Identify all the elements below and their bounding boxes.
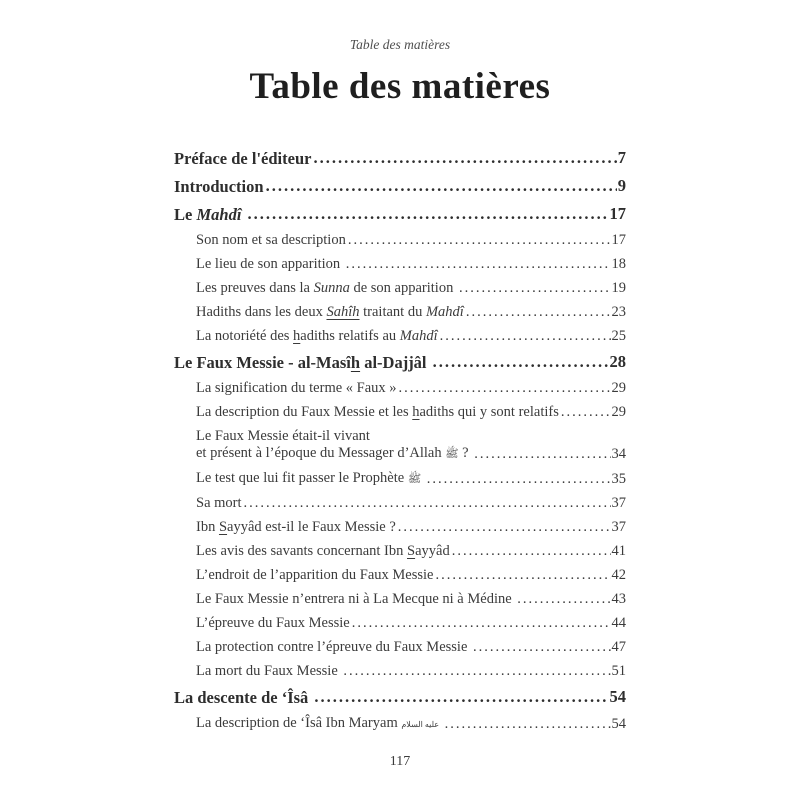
- toc-entry-text: Le test que lui fit passer le Prophète: [196, 470, 408, 486]
- toc-entry-label: [196, 495, 242, 512]
- dot-leader: [350, 615, 611, 632]
- toc-entry: [174, 256, 626, 273]
- toc-entry-page: 35: [611, 471, 626, 487]
- toc-entry-page: 17: [609, 204, 626, 223]
- toc-entry-label: [174, 149, 311, 168]
- toc-entry: [174, 715, 626, 733]
- dot-leader: [443, 716, 611, 733]
- toc-entry-text: adiths relatifs au: [300, 328, 400, 344]
- toc-entry: [174, 204, 626, 224]
- toc-entry: [174, 232, 626, 249]
- dot-leader: [559, 404, 611, 421]
- dot-leader: [311, 148, 616, 168]
- toc-entry-page: 25: [611, 328, 626, 344]
- toc-entry-label: [196, 470, 425, 488]
- dot-leader: [246, 204, 609, 224]
- toc-entry: [174, 543, 626, 560]
- dot-leader: [425, 471, 611, 488]
- dot-leader: [312, 687, 608, 707]
- toc-entry-text: traitant du: [359, 304, 426, 320]
- toc-entry-page: 47: [611, 639, 626, 655]
- toc-entry-label: [196, 232, 346, 249]
- toc-entry-text: adiths qui y sont relatifs: [419, 404, 559, 420]
- toc-entry-text: Ibn: [196, 519, 219, 535]
- toc-entry-text: La descente de ‘Îsâ: [174, 688, 313, 707]
- toc-entry-page: 28: [609, 352, 626, 371]
- toc-entry-text: Les avis des savants concernant Ibn: [196, 543, 407, 559]
- toc-entry-text: Les preuves dans la: [196, 280, 314, 296]
- toc-entry-text: ?: [458, 445, 473, 461]
- toc-entry-label: [196, 715, 443, 733]
- toc-entry-text: al-Dajjâl: [360, 353, 431, 372]
- running-head: Table des matières: [349, 37, 451, 52]
- dot-leader: [438, 328, 611, 345]
- toc-entry-label: [196, 663, 341, 680]
- toc-entry: [174, 304, 626, 321]
- honorific-alayhi-salam-icon: عليه السلام: [401, 720, 439, 729]
- dot-leader: [396, 519, 611, 536]
- toc-entry-label: [196, 591, 515, 608]
- toc-entry-text: L’endroit de l’apparition du Faux Messie: [196, 567, 434, 583]
- dot-leader: [344, 256, 611, 273]
- toc-entry-label: [174, 205, 246, 224]
- toc-entry-page: 43: [611, 591, 626, 607]
- toc-entry-text: La notoriété des: [196, 328, 294, 344]
- toc-entry-label: [196, 519, 396, 536]
- toc-list: [174, 148, 626, 733]
- toc-entry: [174, 380, 626, 397]
- toc-entry-page: 42: [611, 567, 626, 583]
- toc-entry: [174, 519, 626, 536]
- toc-entry-page: 17: [611, 232, 626, 248]
- toc-entry-text: ayyâd est-il le Faux Messie ?: [227, 519, 396, 535]
- page-number: 117: [389, 754, 411, 769]
- dot-leader: [433, 567, 610, 584]
- toc-entry-text: La protection contre l’épreuve du Faux Messie: [196, 639, 472, 655]
- dot-leader: [341, 663, 610, 680]
- honorific-saws-icon: ﷺ: [407, 473, 422, 485]
- toc-entry-text: La description du Faux Messie et les: [196, 404, 413, 420]
- toc-entry-text: Introduction: [174, 177, 264, 196]
- toc-entry-label: [196, 615, 350, 632]
- toc-entry: [174, 470, 626, 488]
- toc-entry-label: [196, 639, 471, 656]
- dot-leader: [471, 639, 610, 656]
- toc-entry: [174, 352, 626, 372]
- toc-entry-text: Préface de l'éditeur: [174, 149, 312, 168]
- toc-entry-text: Hadiths dans les deux: [196, 304, 327, 320]
- toc-entry-text: S: [407, 543, 416, 559]
- toc-entry-page: 37: [611, 495, 626, 511]
- toc-entry-text: Mahdî: [399, 328, 438, 344]
- toc-entry-text: et présent à l’époque du Messager d’Allah: [196, 445, 446, 461]
- toc-entry-text: La description de ‘Îsâ Ibn Maryam: [196, 715, 402, 731]
- toc-entry: [174, 404, 626, 421]
- toc-entry-label: [196, 256, 344, 273]
- toc-entry-text: h: [412, 404, 420, 420]
- toc-entry: [174, 280, 626, 297]
- toc-entry-label: [196, 567, 433, 584]
- toc-entry-text: Le Faux Messie - al-Masî: [174, 353, 351, 372]
- toc-entry-text: Le Faux Messie n’entrera ni à La Mecque ni à Médine: [196, 591, 516, 607]
- page-title: Table des matières: [249, 66, 551, 107]
- toc-entry-text: h: [350, 353, 361, 372]
- toc-entry-page: 41: [611, 543, 626, 559]
- dot-leader: [264, 176, 617, 196]
- toc-entry-page: 44: [611, 615, 626, 631]
- toc-entry-text: Mahdî: [425, 304, 464, 320]
- toc-entry: [174, 428, 626, 463]
- toc-entry-label: [196, 304, 464, 321]
- toc-entry-text: Mahdî: [196, 205, 242, 224]
- toc-entry-page: 29: [611, 380, 626, 396]
- toc-entry-page: 34: [611, 446, 626, 462]
- toc-entry-label: [196, 404, 559, 421]
- dot-leader: [242, 495, 611, 512]
- toc-entry-page: 54: [611, 716, 626, 732]
- toc-entry-label: [174, 688, 312, 707]
- toc-entry-page: 23: [611, 304, 626, 320]
- toc-entry-text: Le lieu de son apparition: [196, 256, 344, 272]
- toc-entry: [174, 687, 626, 707]
- toc-entry: [174, 663, 626, 680]
- toc-entry-text: Sa mort: [196, 495, 242, 511]
- toc-entry-text: Son nom et sa description: [196, 232, 346, 248]
- toc-entry: [174, 328, 626, 345]
- toc-entry-label: [196, 543, 450, 560]
- dot-leader: [515, 591, 610, 608]
- toc-entry: [174, 591, 626, 608]
- toc-entry-text: de son apparition: [349, 280, 457, 296]
- toc-entry-label: [196, 328, 438, 345]
- honorific-saws-icon: ﷺ: [445, 448, 459, 460]
- toc-entry-text: Le Faux Messie était-il vivant: [196, 428, 370, 444]
- toc-entry-text: Le: [174, 205, 197, 224]
- toc-entry: [174, 176, 626, 196]
- toc-entry-page: 19: [611, 280, 626, 296]
- toc-entry-page: 9: [617, 176, 626, 195]
- toc-entry-page: 7: [617, 148, 626, 167]
- toc-entry-text: S: [218, 519, 228, 535]
- dot-leader: [472, 446, 610, 463]
- dot-leader: [397, 380, 611, 397]
- toc-entry-page: 29: [611, 404, 626, 420]
- toc-entry-page: 37: [611, 519, 626, 535]
- toc-entry-label: [174, 177, 264, 196]
- dot-leader: [346, 232, 611, 249]
- toc-entry-text: L’épreuve du Faux Messie: [196, 615, 350, 631]
- toc-entry-text: La mort du Faux Messie: [196, 663, 342, 679]
- toc-entry-text: ayyâd: [415, 543, 450, 559]
- toc-entry-text: Sunna: [313, 280, 350, 296]
- toc-entry-page: 51: [611, 663, 626, 679]
- toc-entry-text: Sahîh: [326, 304, 360, 320]
- toc-entry: [174, 148, 626, 168]
- toc-entry-page: 54: [609, 687, 626, 706]
- toc-entry-label: [196, 380, 397, 397]
- toc-entry: [174, 615, 626, 632]
- toc-entry-page: 18: [611, 256, 626, 272]
- dot-leader: [450, 543, 611, 560]
- toc-entry: [174, 567, 626, 584]
- dot-leader: [431, 352, 609, 372]
- toc-entry-label: [174, 353, 431, 372]
- toc-entry: [174, 639, 626, 656]
- dot-leader: [464, 304, 611, 321]
- toc-entry-label: [196, 428, 472, 463]
- dot-leader: [457, 280, 611, 297]
- toc-entry: [174, 495, 626, 512]
- toc-entry-label: [196, 280, 457, 297]
- toc-entry-text: h: [293, 328, 301, 344]
- toc-entry-text: La signification du terme « Faux »: [196, 380, 397, 396]
